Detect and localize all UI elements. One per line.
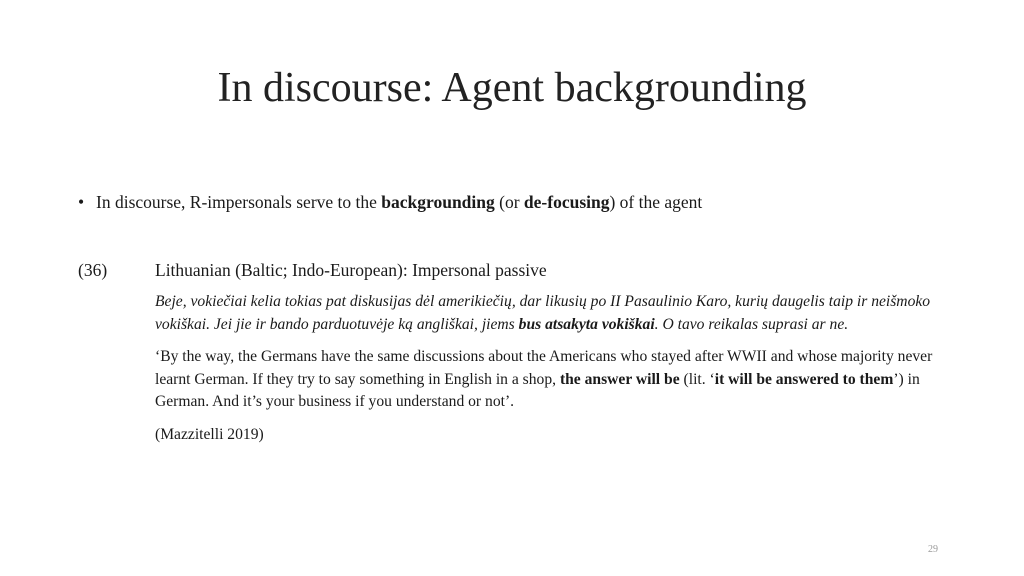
- bullet-point: [78, 190, 702, 214]
- translation-part-1: ‘By the way, the Germans have the same discussions about the Americans who stayed after WWII and whose majority never learnt German. If they try to say something in English in a shop,: [155, 348, 933, 388]
- lithuanian-text: [155, 291, 945, 336]
- lithuanian-part-2: . O tavo reikalas suprasi ar ne.: [654, 315, 849, 333]
- bullet-bold-defocusing: de-focusing: [523, 192, 610, 212]
- bullet-icon: •: [78, 192, 85, 212]
- slide-title: In discourse: Agent backgrounding: [217, 65, 807, 111]
- translation-text: [155, 346, 945, 414]
- page-number: 29: [928, 544, 938, 555]
- translation-bold-1: the answer will be: [559, 370, 680, 388]
- bullet-bold-backgrounding: backgrounding: [381, 192, 495, 212]
- bullet-text-1: In discourse, R-impersonals serve to the: [96, 192, 382, 212]
- translation-part-3: ’) in German. And it’s your business if you understand or not’.: [155, 370, 920, 411]
- translation-part-2: (lit. ‘: [679, 370, 715, 388]
- citation: (Mazzitelli 2019): [155, 425, 264, 443]
- translation-bold-2: it will be answered to them: [714, 370, 894, 388]
- lithuanian-part-1: Beje, vokiečiai kelia tokias pat diskusijas dėl amerikiečių, dar likusių po II Pasaulinio Karo, kurių daugelis taip ir neišmoko vokiškai. Jei jie ir bando parduotuvėje ką angliškai, jiems: [155, 293, 931, 333]
- example-number: (36): [78, 260, 108, 280]
- bullet-text-3: ) of the agent: [609, 192, 703, 212]
- lithuanian-bold: bus atsakyta vokiškai: [518, 315, 655, 333]
- example-body: [155, 291, 945, 457]
- example-heading: Lithuanian (Baltic; Indo-European): Impersonal passive: [155, 260, 547, 280]
- bullet-text-2: (or: [494, 192, 524, 212]
